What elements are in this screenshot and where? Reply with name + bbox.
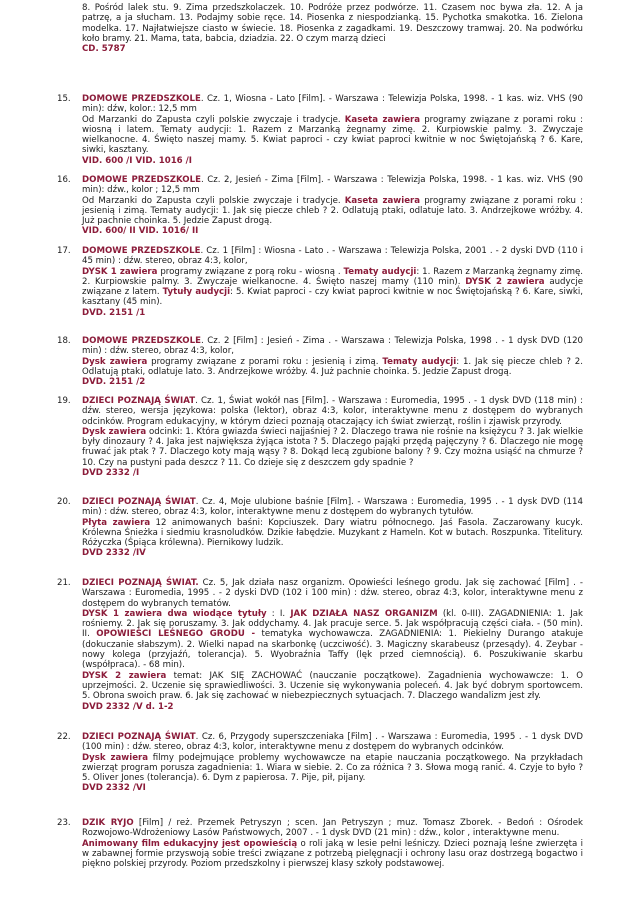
part2-title: OPOWIEŚCI LEŚNEGO GRODU - — [96, 629, 256, 640]
contents-label: DYSK 1 zawiera — [82, 266, 158, 277]
disc2-label: DYSK 2 zawiera — [82, 670, 167, 681]
entry-title: DZIECI POZNAJĄ ŚWIAT — [82, 396, 196, 406]
contents-label: Kaseta zawiera — [344, 114, 421, 125]
entry-description: . Cz. 2, Jesień - Zima [Film]. - Warszawa : Telewizja Polska, 1998. - 1 kas. wiz. VHS (90 min): dźw., kolor ; 12,5 mm — [82, 175, 583, 196]
entry-title: DZIECI POZNAJĄ ŚWIAT — [82, 497, 196, 507]
entry-contents: : I. — [266, 608, 291, 619]
entry-contents: filmy podejmujące problemy wychowawcze na etapie nauczania początkowego. Na przykładach zwierząt program porusza zagadnienia: 1. Wiara w siebie. 2. Co za różnica ? 3. Słowa mogą ranić. 4. Czyje to było ? 5. Oliver Jones (tolerancja). 6. Dym z papierosa. 7. Pije, pił, pijany. — [82, 752, 583, 784]
entry-title: DZIK RYJO — [82, 818, 134, 828]
call-number: VID. 600/ II VID. 1016/ II — [82, 226, 199, 237]
titles-label: Tytuły audycji — [162, 287, 231, 298]
entry-number: 20. — [57, 497, 71, 507]
call-number: VID. 600 /I VID. 1016 /I — [82, 155, 192, 166]
entry-number: 23. — [57, 818, 71, 828]
entry-topics: : 1. Jak się piecze chleb ? 2. Odlatują ptaki, odlatuje lato. 3. Andrzejkowe wróżby. 4. Już pachnie choinka. 5. Jedzie Zapust drogą. — [82, 356, 583, 377]
entry-body — [82, 396, 583, 478]
call-number: DVD. 2151 /1 — [82, 307, 146, 318]
entry-description: . Cz. 2 [Film] : Jesień - Zima . - Warszawa : Telewizja Polska, 1998 . - 1 dysk DVD (120 min) : dźw. stereo, obraz 4:3, kolor, — [82, 336, 584, 357]
part1-topics: (kl. 0-III). ZAGADNIENIA: 1. Jak rośniemy. 2. Jak się poruszamy. 3. Jak oddychamy. 4. Jak pracuje serce. 5. Jak współpracują części ciała. - (50 min). II. — [82, 608, 583, 640]
part2-topics: tematyka wychowawcza. ZAGADNIENIA: 1. Piekielny Durango atakuje (dokuczanie słabszym). 2. Wielki napad na skarbonkę (uczciwość). 3. Magiczny skarabeusz (przesądy). 4. Zeybar - nowy kolega (przyjaźń, tolerancja). 5. Wyobraźnia Taffy (lęk przed ciemnością). 6. Poszukiwanie skarbu (współpraca). - 68 min). — [82, 629, 583, 671]
entry-title: DZIECI POZNAJĄ ŚWIAT. — [82, 578, 199, 588]
entry-disc2: temat: JAK SIĘ ZACHOWAĆ (nauczanie początkowe). Zagadnienia wychowawcze: 1. O uprzejmości. 2. Uczenie się sprawiedliwości. 3. Uczenie się wykonywania poleceń. 4. Jak być dobrym sportowcem. 5. Obrona swoich praw. 6. Jak się zachować w niebezpiecznych sytuacjach. 7. Dlaczego wandalizm jest zły. — [82, 670, 583, 702]
contents-label: Kaseta zawiera — [344, 195, 421, 206]
entry-contents: 12 animowanych baśni: Kopciuszek. Dary wiatru północnego. Jaś Fasola. Zaczarowany kucyk. Królewna Śnieżka i siedmiu krasnoludków. Dzikie łabędzie. Muzykant z Hameln. Kot w butach. Roszpunka. Titelitury. Różyczka (Śpiąca królewna). Piernikowy ludzik. — [82, 517, 583, 549]
call-number: DVD. 2151 /2 — [82, 377, 146, 388]
entry-title: DOMOWE PRZEDSZKOLE — [82, 246, 201, 256]
entry-topics: : 1. Razem z Marzanką żegnamy zimę. 2. Kurpiowskie palmy. 3. Zwyczaje wielkanocne. 4. Święto naszej mamy (110 min). — [82, 266, 583, 287]
entry-note: Od Marzanki do Zapusta czyli polskie zwyczaje i tradycje. — [82, 195, 345, 206]
entry-body — [82, 578, 583, 712]
entry-description: . Cz. 1, Wiosna - Lato [Film]. - Warszawa : Telewizja Polska, 1998. - 1 kas. wiz. VHS (90 min): dźw, kolor.: 12,5 mm — [82, 94, 583, 115]
entry-number: 18. — [57, 336, 71, 346]
entry-body — [82, 336, 583, 387]
part1-title: JAK DZIAŁA NASZ ORGANIZM — [290, 608, 438, 619]
continuation-block — [82, 3, 583, 54]
call-number: CD. 5787 — [82, 44, 126, 55]
entry-body — [82, 246, 583, 318]
entry-title: DZIECI POZNAJĄ ŚWIAT — [82, 732, 196, 742]
topics-label: Tematy audycji — [382, 356, 457, 367]
entry-contents: odcinki: 1. Która gwiazda świeci najjaśniej ? 2. Dlaczego trawa nie rośnie na księżycu ? 3. Jak wielkie były dinozaury ? 4. Jaka jest największa żyjąca istota ? 5. Dlaczego pająki przędą pajęczyny ? 6. Dlaczego nie mogę fruwać jak ptak ? 7. Dlaczego koty mają wąsy ? 8. Dokąd lecą zgubione balony ? 9. Czy można usiąść na chmurze ? 10. Czy na pustyni pada deszcz ? 11. Co dzieje się z deszczem gdy spadnie ? — [82, 426, 584, 468]
topics-label: Tematy audycji — [343, 266, 417, 277]
call-number: DVD 2332 /V d. 1-2 — [82, 701, 174, 712]
contents-label: Płyta zawiera — [82, 517, 151, 528]
entry-description: . Cz. 1, Świat wokół nas [Film]. - Warszawa : Euromedia, 1995 . - 1 dysk DVD (118 min) : dźw. stereo, wersja językowa: polska (lektor), obraz 4:3, kolor, interaktywne menu z dostępem do wybranych odcinków. Program edukacyjny, w którym dzieci poznają otaczający ich świat zwierząt, roślin i zjawisk przyrody. — [82, 396, 583, 427]
entry-description: . Cz. 1 [Film] : Wiosna - Lato . - Warszawa : Telewizja Polska, 2001 . - 2 dyski DVD (110 i 45 min) : dźw. stereo, obraz 4:3, kolor, — [82, 246, 583, 267]
entry-description: [Film] / reż. Przemek Petryszyn ; scen. Jan Petryszyn ; muz. Tomasz Zborek. - Bedoń : Ośrodek Rozwojowo-Wdrożeniowy Lasów Państwowych, 2007 . - 1 dysk DVD (21 min) : dźw., kolor , interaktywne menu. — [82, 818, 583, 839]
contents-label: Dysk zawiera — [82, 356, 148, 367]
entry-body — [82, 497, 583, 559]
entry-contents: programy związane z porami roku : wiosną i latem. Tematy audycji: 1. Razem z Marzanką żegnamy zimę. 2. Kurpiowskie palmy. 3. Zwyczaje wielkanocne. 4. Święto naszej mamy. 5. Kwiat paproci - czy kwiat paproci kwitnie w noc Świętojańską ? 6. Kare, siwki, kasztany. — [82, 114, 583, 156]
entry-description: . Cz. 4, Moje ulubione baśnie [Film]. - Warszawa : Euromedia, 1995 . - 1 dysk DVD (114 min) : dźw. stereo, obraz 4:3, kolor, interaktywne menu z dostępem do wybranych tytułów. — [82, 497, 583, 518]
call-number: DVD 2332 /VI — [82, 783, 146, 794]
contents-label: Dysk zawiera — [82, 426, 147, 437]
contents-label: DYSK 1 zawiera dwa wiodące tytuły — [82, 608, 267, 619]
disc2-label: DYSK 2 zawiera — [465, 276, 545, 287]
entry-body — [82, 175, 583, 237]
entry-description: . Cz. 6, Przygody superszczeniaka [Film] . - Warszawa : Euromedia, 1995 . - 1 dysk DVD (100 min) : dźw. stereo, obraz 4:3, kolor, interaktywne menu z dostępem do wybranych odcinków. — [82, 732, 583, 753]
entry-number: 19. — [57, 396, 71, 406]
entry-contents: programy związane z porami roku : jesienią i zimą. Tematy audycji: 1. Jak się piecze chleb ? 2. Odlatują ptaki, odlatuje lato. 3. Andrzejkowe wróżby. 4. Już pachnie choinka. 5. Jedzie Zapust drogą. — [82, 195, 583, 227]
entry-body — [82, 732, 583, 794]
entry-number: 22. — [57, 732, 71, 742]
entry-title: DOMOWE PRZEDSZKOLE — [82, 94, 201, 104]
entry-body — [82, 818, 583, 869]
continuation-text: 8. Pośród lalek stu. 9. Zima przedszkolaczek. 10. Podróże przez podwórze. 11. Czasem noc bywa zła. 12. A ja patrzę, a ja słucham. 13. Podajmy sobie ręce. 14. Piosenka z niespodzianką. 15. Pychotka smakotka. 16. Zielona modelka. 17. Najłatwiejsze ciasto w świecie. 18. Piosenka z zagadkami. 19. Deszczowy tramwaj. 20. Na podwórku koło bramy. 21. Mama, tata, babcia, dziadzia. 22. O czym marzą dzieci — [82, 3, 583, 44]
entry-contents: o roli jaką w lesie pełni leśniczy. Dzieci poznają leśne zwierzęta i w zabawnej formie przyswoją sobie treści związane z potrzebą pielęgnacji i ochrony lasu oraz dostrzegą bogactwo i piękno polskiej przyrody. Poziom przedszkolny i pierwszej klasy szkoły podstawowej. — [82, 838, 583, 870]
entry-body — [82, 94, 583, 166]
entry-title: DOMOWE PRZEDSZKOLE — [82, 175, 201, 185]
entry-number: 15. — [57, 94, 71, 104]
entry-number: 16. — [57, 175, 71, 185]
contents-label: Animowany film edukacyjny jest opowieścią — [82, 838, 298, 849]
contents-label: Dysk zawiera — [82, 752, 149, 763]
entry-note: Od Marzanki do Zapusta czyli polskie zwyczaje i tradycje. — [82, 114, 345, 125]
entry-contents: programy związane z porą roku - wiosną . — [157, 266, 344, 277]
entry-number: 21. — [57, 578, 71, 588]
entry-contents: programy związane z porami roku : jesienią i zimą. — [147, 356, 383, 367]
entry-number: 17. — [57, 246, 71, 256]
call-number: DVD 2332 /I — [82, 468, 140, 479]
call-number: DVD 2332 /IV — [82, 548, 146, 559]
entry-description: Cz. 5, Jak działa nasz organizm. Opowieści leśnego grodu. Jak się zachować [Film] . - Warszawa : Euromedia, 1995 . - 2 dyski DVD (102 i 100 min) : dźw. stereo, obraz 4:3, kolor, interaktywne menu z dostępem do wybranych tematów. — [82, 578, 583, 609]
entry-title: DOMOWE PRZEDSZKOLE — [82, 336, 201, 346]
entry-titles: : 5. Kwiat paproci - czy kwiat paproci kwitnie w noc Świętojańską ? 6. Kare, siwki, kasztany (45 min). — [82, 287, 583, 308]
entry-disc2: audycje związane z latem. — [82, 276, 583, 298]
